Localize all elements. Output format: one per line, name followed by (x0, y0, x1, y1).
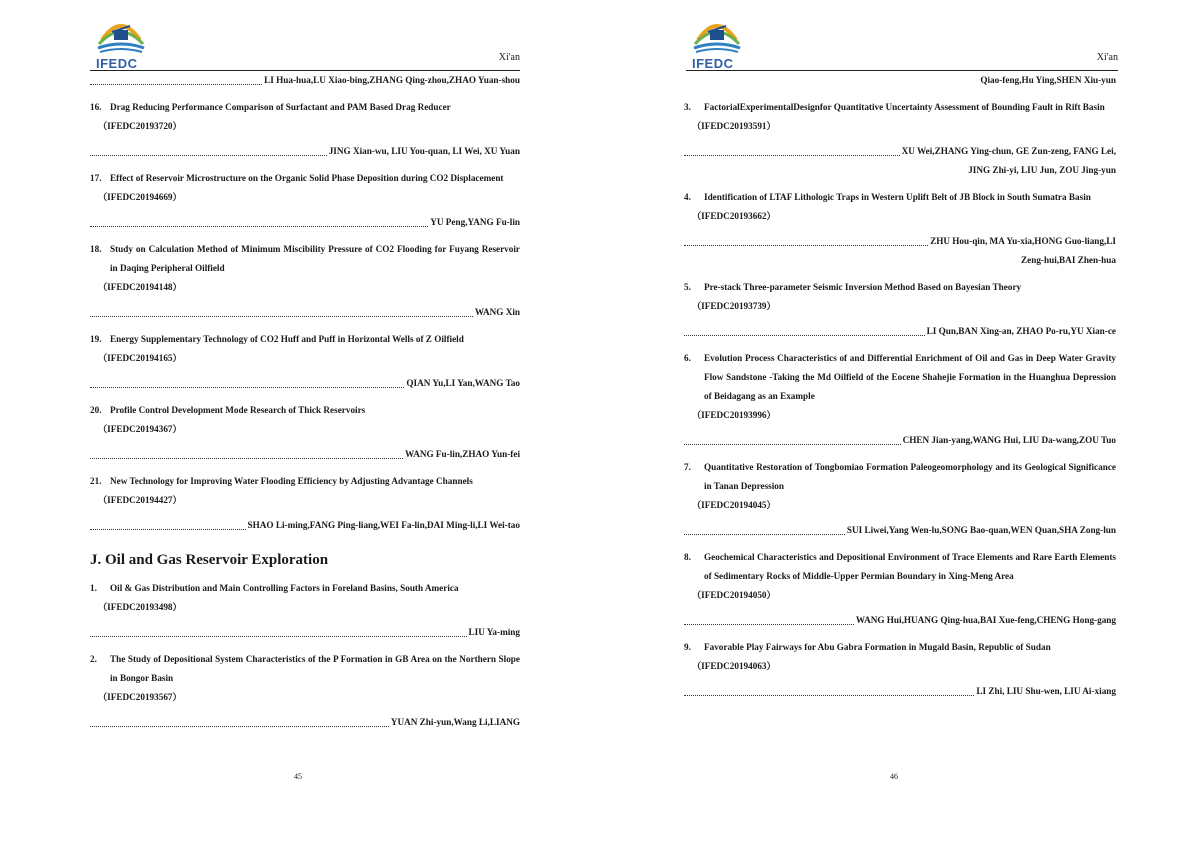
paper-title (90, 401, 520, 420)
paper-number: 2. (90, 654, 97, 664)
paper-title-text: Geochemical Characteristics and Depositional Environment of Trace Elements and Rare Earth Elements of Sedimentary Rocks of Middle-Upper Permian Boundary in Xing-Meng Area (704, 552, 1116, 581)
paper-title-text: Identification of LTAF Lithologic Traps in Western Uplift Belt of JB Block in South Sumatra Basin (704, 192, 1091, 202)
dot-leader (90, 84, 262, 85)
authors: SUI Liwei,Yang Wen-lu,SONG Bao-quan,WEN Quan,SHA Zong-lun (846, 525, 1116, 535)
dot-leader (684, 624, 854, 625)
author-line (684, 232, 1116, 251)
author-line (90, 142, 520, 161)
paper-code: （IFEDC20194045） (692, 500, 776, 510)
header-city: Xi'an (1096, 52, 1118, 63)
paper-number: 18. (90, 244, 102, 254)
paper-entry (90, 240, 520, 322)
header-city: Xi'an (498, 52, 520, 63)
paper-number: 9. (684, 642, 691, 652)
paper-code: （IFEDC20193739） (692, 301, 776, 311)
paper-code: （IFEDC20193662） (692, 211, 776, 221)
authors: QIAN Yu,LI Yan,WANG Tao (406, 378, 520, 388)
authors: YU Peng,YANG Fu-lin (430, 217, 520, 227)
dot-leader (90, 387, 404, 388)
right-content (684, 71, 1116, 701)
paper-title-text: New Technology for Improving Water Flooding Efficiency by Adjusting Advantage Channels (110, 476, 473, 486)
paper-title (684, 638, 1116, 657)
paper-entry (684, 548, 1116, 630)
paper-number: 17. (90, 173, 102, 183)
paper-code: （IFEDC20194427） (98, 495, 182, 505)
dot-leader (90, 458, 403, 459)
paper-title-text: Quantitative Restoration of Tongbomiao Formation Paleogeomorphology and its Geological Significance in Tanan Depression (704, 462, 1116, 491)
dot-leader (684, 155, 900, 156)
right-page (596, 0, 1192, 842)
paper-code: （IFEDC20193720） (98, 121, 182, 131)
authors: LI Qun,BAN Xing-an, ZHAO Po-ru,YU Xian-ce (926, 326, 1116, 336)
paper-title (684, 188, 1116, 207)
authors-continued: Zeng-hui,BAI Zhen-hua (1021, 255, 1116, 265)
paper-number: 21. (90, 476, 102, 486)
author-line (90, 516, 520, 535)
dot-leader (90, 155, 327, 156)
author-line (684, 142, 1116, 161)
paper-title-text: Profile Control Development Mode Research of Thick Reservoirs (110, 405, 366, 415)
paper-code: （IFEDC20194063） (692, 661, 776, 671)
paper-title (684, 98, 1116, 117)
logo-text: IFEDC (96, 56, 138, 71)
paper-number: 6. (684, 353, 691, 363)
paper-entry (90, 330, 520, 393)
paper-code: （IFEDC20194165） (98, 353, 182, 363)
dot-leader (90, 529, 246, 530)
paper-title-text: FactorialExperimentalDesignfor Quantitative Uncertainty Assessment of Bounding Fault in Rift Basin (704, 102, 1105, 112)
authors: XU Wei,ZHANG Ying-chun, GE Zun-zeng, FANG Lei, (901, 146, 1116, 156)
author-line (684, 521, 1116, 540)
author-line (90, 445, 520, 464)
author-line (684, 322, 1116, 341)
paper-title (90, 472, 520, 491)
author-line (684, 611, 1116, 630)
dot-leader (684, 444, 901, 445)
dot-leader (684, 695, 974, 696)
dot-leader (684, 335, 925, 336)
dot-leader (90, 316, 473, 317)
paper-title-text: Favorable Play Fairways for Abu Gabra Formation in Mugald Basin, Republic of Sudan (704, 642, 1051, 652)
authors: LI Zhi, LIU Shu-wen, LIU Ai-xiang (976, 686, 1116, 696)
paper-title (684, 458, 1116, 496)
paper-code: （IFEDC20194050） (692, 590, 776, 600)
paper-title (90, 330, 520, 349)
paper-number: 1. (90, 583, 97, 593)
section-heading: J. Oil and Gas Reservoir Exploration (90, 552, 329, 568)
author-line (90, 213, 520, 232)
author-line (90, 623, 520, 642)
paper-entry (90, 472, 520, 535)
paper-code: （IFEDC20194669） (98, 192, 182, 202)
paper-title (90, 240, 520, 278)
paper-code: （IFEDC20193591） (692, 121, 776, 131)
paper-title (684, 278, 1116, 297)
page-number: 45 (294, 772, 302, 781)
paper-title-text: The Study of Depositional System Characteristics of the P Formation in GB Area on the Northern Slope in Bongor Basin (110, 654, 520, 683)
author-line (90, 303, 520, 322)
paper-entry (90, 401, 520, 464)
paper-code: （IFEDC20193567） (98, 692, 182, 702)
paper-number: 16. (90, 102, 102, 112)
author-line (90, 713, 520, 732)
paper-title-text: Drag Reducing Performance Comparison of Surfactant and PAM Based Drag Reducer (110, 102, 451, 112)
paper-code: （IFEDC20193996） (692, 410, 776, 420)
paper-entry (90, 169, 520, 232)
authors: Qiao-feng,Hu Ying,SHEN Xiu-yun (980, 75, 1116, 85)
dot-leader (684, 245, 928, 246)
authors: SHAO Li-ming,FANG Ping-liang,WEI Fa-lin,DAI Ming-li,LI Wei-tao (247, 520, 520, 530)
paper-title-text: Pre-stack Three-parameter Seismic Inversion Method Based on Bayesian Theory (704, 282, 1022, 292)
paper-title (684, 349, 1116, 406)
paper-number: 3. (684, 102, 691, 112)
paper-entry (684, 188, 1116, 270)
author-line (90, 374, 520, 393)
page-header (686, 18, 1118, 72)
left-content (90, 71, 520, 732)
paper-entry (90, 579, 520, 642)
authors: ZHU Hou-qin, MA Yu-xia,HONG Guo-liang,LI (930, 236, 1116, 246)
authors: WANG Xin (474, 307, 520, 317)
authors: CHEN Jian-yang,WANG Hui, LIU Da-wang,ZOU Tuo (902, 435, 1116, 445)
paper-entry (90, 98, 520, 161)
paper-entry (684, 278, 1116, 341)
paper-title-text: Energy Supplementary Technology of CO2 Huff and Puff in Horizontal Wells of Z Oilfield (110, 334, 464, 344)
authors-continued: JING Zhi-yi, LIU Jun, ZOU Jing-yun (968, 165, 1116, 175)
paper-entry (684, 98, 1116, 180)
paper-entry (684, 349, 1116, 450)
dot-leader (90, 726, 389, 727)
paper-title-text: Oil & Gas Distribution and Main Controlling Factors in Foreland Basins, South America (110, 583, 459, 593)
page-header (90, 18, 520, 72)
paper-number: 8. (684, 552, 691, 562)
page-number: 46 (890, 772, 898, 781)
author-line (684, 431, 1116, 450)
paper-entry (90, 650, 520, 732)
authors: WANG Fu-lin,ZHAO Yun-fei (405, 449, 520, 459)
paper-code: （IFEDC20193498） (98, 602, 182, 612)
author-line (684, 682, 1116, 701)
authors: LI Hua-hua,LU Xiao-bing,ZHANG Qing-zhou,ZHAO Yuan-shou (264, 75, 520, 85)
paper-number: 19. (90, 334, 102, 344)
paper-code: （IFEDC20194148） (98, 282, 182, 292)
paper-title (684, 548, 1116, 586)
authors: YUAN Zhi-yun,Wang Li,LIANG (390, 717, 520, 727)
dot-leader (684, 534, 845, 535)
paper-code: （IFEDC20194367） (98, 424, 182, 434)
paper-entry (684, 458, 1116, 540)
author-line (90, 71, 520, 90)
paper-title (90, 98, 520, 117)
logo-text: IFEDC (692, 56, 734, 71)
paper-number: 4. (684, 192, 691, 202)
authors: LIU Ya-ming (468, 627, 520, 637)
paper-number: 20. (90, 405, 102, 415)
paper-entry (684, 638, 1116, 701)
paper-number: 7. (684, 462, 691, 472)
paper-title-text: Evolution Process Characteristics of and Differential Enrichment of Oil and Gas in Deep Water Gravity Flow Sandstone -Taking the Md Oilfield of the Eocene Shahejie Formation in the Huanghua Depression of Beidagang as an Example (704, 353, 1116, 401)
dot-leader (90, 636, 467, 637)
paper-title-text: Effect of Reservoir Microstructure on the Organic Solid Phase Deposition during CO2 Displacement (110, 173, 504, 183)
authors: WANG Hui,HUANG Qing-hua,BAI Xue-feng,CHENG Hong-gang (855, 615, 1116, 625)
authors: JING Xian-wu, LIU You-quan, LI Wei, XU Yuan (328, 146, 520, 156)
paper-title (90, 579, 520, 598)
paper-title-text: Study on Calculation Method of Minimum Miscibility Pressure of CO2 Flooding for Fuyang Reservoir in Daqing Peripheral Oilfield (110, 244, 520, 273)
paper-title (90, 169, 520, 188)
dot-leader (90, 226, 428, 227)
paper-title (90, 650, 520, 688)
paper-number: 5. (684, 282, 691, 292)
